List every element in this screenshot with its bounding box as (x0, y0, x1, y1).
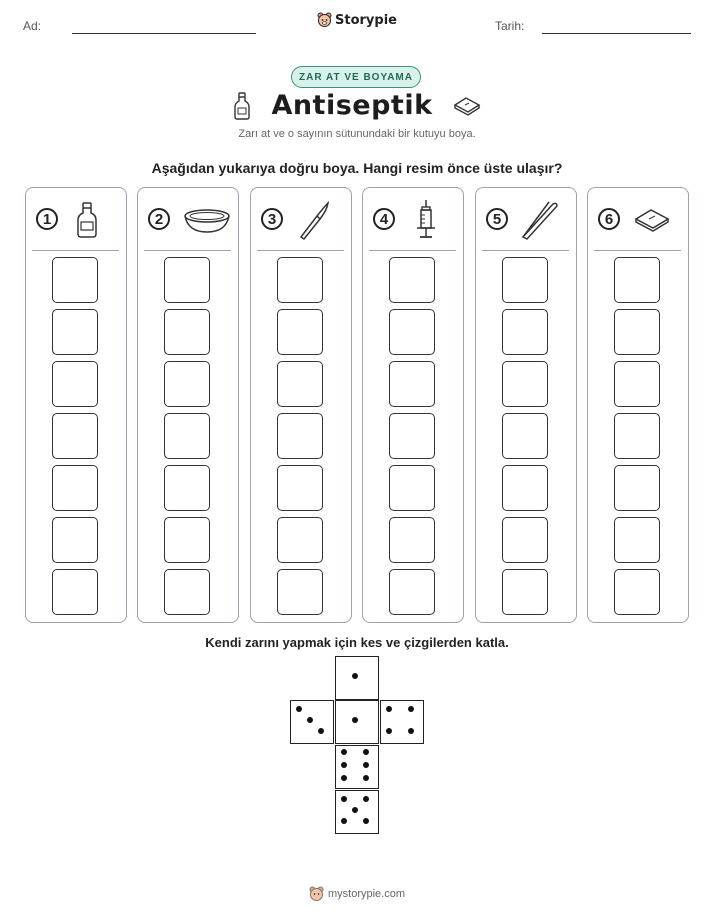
column-number: 3 (261, 208, 283, 230)
coloring-box[interactable] (614, 361, 660, 407)
column-number: 6 (598, 208, 620, 230)
column-6 (587, 187, 689, 623)
coloring-box[interactable] (389, 413, 435, 459)
coloring-box[interactable] (277, 309, 323, 355)
date-line[interactable] (542, 33, 691, 34)
activity-badge: ZAR AT VE BOYAMA (291, 66, 421, 88)
coloring-box[interactable] (164, 257, 210, 303)
syringe-icon (415, 199, 437, 246)
die-pip (408, 728, 414, 734)
column-divider (369, 250, 456, 251)
die-pip (352, 717, 358, 723)
bear-mascot-icon (309, 886, 324, 902)
coloring-box[interactable] (502, 517, 548, 563)
die-pip (341, 796, 347, 802)
subtitle: Zarı at ve o sayının sütunundaki bir kutuyu boya. (238, 128, 476, 140)
coloring-box[interactable] (164, 413, 210, 459)
die-pip (341, 762, 347, 768)
die-pip (363, 749, 369, 755)
coloring-box[interactable] (502, 413, 548, 459)
coloring-box[interactable] (52, 517, 98, 563)
coloring-box[interactable] (277, 361, 323, 407)
die-pip (363, 762, 369, 768)
die-pip (318, 728, 324, 734)
coloring-box[interactable] (164, 569, 210, 615)
die-pip (352, 807, 358, 813)
brand-name: Storypie (335, 12, 397, 28)
column-divider (482, 250, 569, 251)
column-divider (257, 250, 344, 251)
coloring-box[interactable] (277, 413, 323, 459)
coloring-box[interactable] (52, 413, 98, 459)
footer (0, 886, 714, 902)
brand-logo (0, 12, 714, 28)
coloring-box[interactable] (389, 569, 435, 615)
column-5 (475, 187, 577, 623)
coloring-box[interactable] (277, 257, 323, 303)
die-face (380, 700, 424, 744)
page-title: Antiseptik (271, 90, 433, 121)
bowl-icon (182, 206, 232, 241)
footer-url: mystorypie.com (327, 888, 406, 900)
coloring-box[interactable] (502, 309, 548, 355)
gauze-pad-icon (634, 207, 670, 238)
column-divider (594, 250, 681, 251)
die-pip (352, 673, 358, 679)
coloring-box[interactable] (389, 309, 435, 355)
coloring-box[interactable] (502, 361, 548, 407)
die-face (335, 656, 379, 700)
die-pip (296, 706, 302, 712)
coloring-box[interactable] (389, 361, 435, 407)
gauze-pad-icon (453, 96, 481, 116)
coloring-box[interactable] (389, 257, 435, 303)
coloring-box[interactable] (502, 569, 548, 615)
coloring-box[interactable] (614, 309, 660, 355)
scalpel-icon (297, 200, 331, 245)
coloring-box[interactable] (164, 361, 210, 407)
coloring-box[interactable] (614, 517, 660, 563)
column-number: 1 (36, 208, 58, 230)
column-divider (144, 250, 231, 251)
die-pip (341, 818, 347, 824)
name-line[interactable] (72, 33, 256, 34)
die-face (335, 745, 379, 789)
column-number: 5 (486, 208, 508, 230)
coloring-box[interactable] (52, 465, 98, 511)
coloring-box[interactable] (389, 517, 435, 563)
coloring-box[interactable] (614, 257, 660, 303)
cut-instruction: Kendi zarını yapmak için kes ve çizgilerden katla. (205, 635, 509, 650)
coloring-box[interactable] (614, 413, 660, 459)
die-pip (363, 775, 369, 781)
coloring-box[interactable] (502, 465, 548, 511)
coloring-box[interactable] (52, 361, 98, 407)
coloring-box[interactable] (277, 517, 323, 563)
bear-mascot-icon (317, 12, 332, 28)
name-label: Ad: (23, 19, 42, 33)
coloring-box[interactable] (614, 569, 660, 615)
column-4 (362, 187, 464, 623)
die-pip (341, 749, 347, 755)
column-divider (32, 250, 119, 251)
title-row (0, 90, 714, 121)
coloring-box[interactable] (164, 309, 210, 355)
tweezers-icon (520, 200, 560, 245)
die-pip (341, 775, 347, 781)
die-pip (363, 796, 369, 802)
die-pip (386, 728, 392, 734)
bottle-icon (75, 202, 99, 243)
coloring-box[interactable] (52, 569, 98, 615)
die-face (290, 700, 334, 744)
coloring-box[interactable] (502, 257, 548, 303)
coloring-box[interactable] (277, 465, 323, 511)
coloring-box[interactable] (277, 569, 323, 615)
coloring-box[interactable] (52, 257, 98, 303)
die-pip (386, 706, 392, 712)
column-2 (137, 187, 239, 623)
coloring-box[interactable] (52, 309, 98, 355)
coloring-box[interactable] (164, 465, 210, 511)
instruction: Aşağıdan yukarıya doğru boya. Hangi resim önce üste ulaşır? (151, 160, 563, 176)
die-pip (363, 818, 369, 824)
die-pip (307, 717, 313, 723)
die-face (335, 790, 379, 834)
column-number: 4 (373, 208, 395, 230)
coloring-box[interactable] (614, 465, 660, 511)
bottle-icon (233, 92, 251, 120)
die-face (335, 700, 379, 744)
coloring-box[interactable] (389, 465, 435, 511)
column-3 (250, 187, 352, 623)
date-label: Tarih: (495, 19, 525, 33)
coloring-box[interactable] (164, 517, 210, 563)
column-1 (25, 187, 127, 623)
column-number: 2 (148, 208, 170, 230)
die-pip (408, 706, 414, 712)
